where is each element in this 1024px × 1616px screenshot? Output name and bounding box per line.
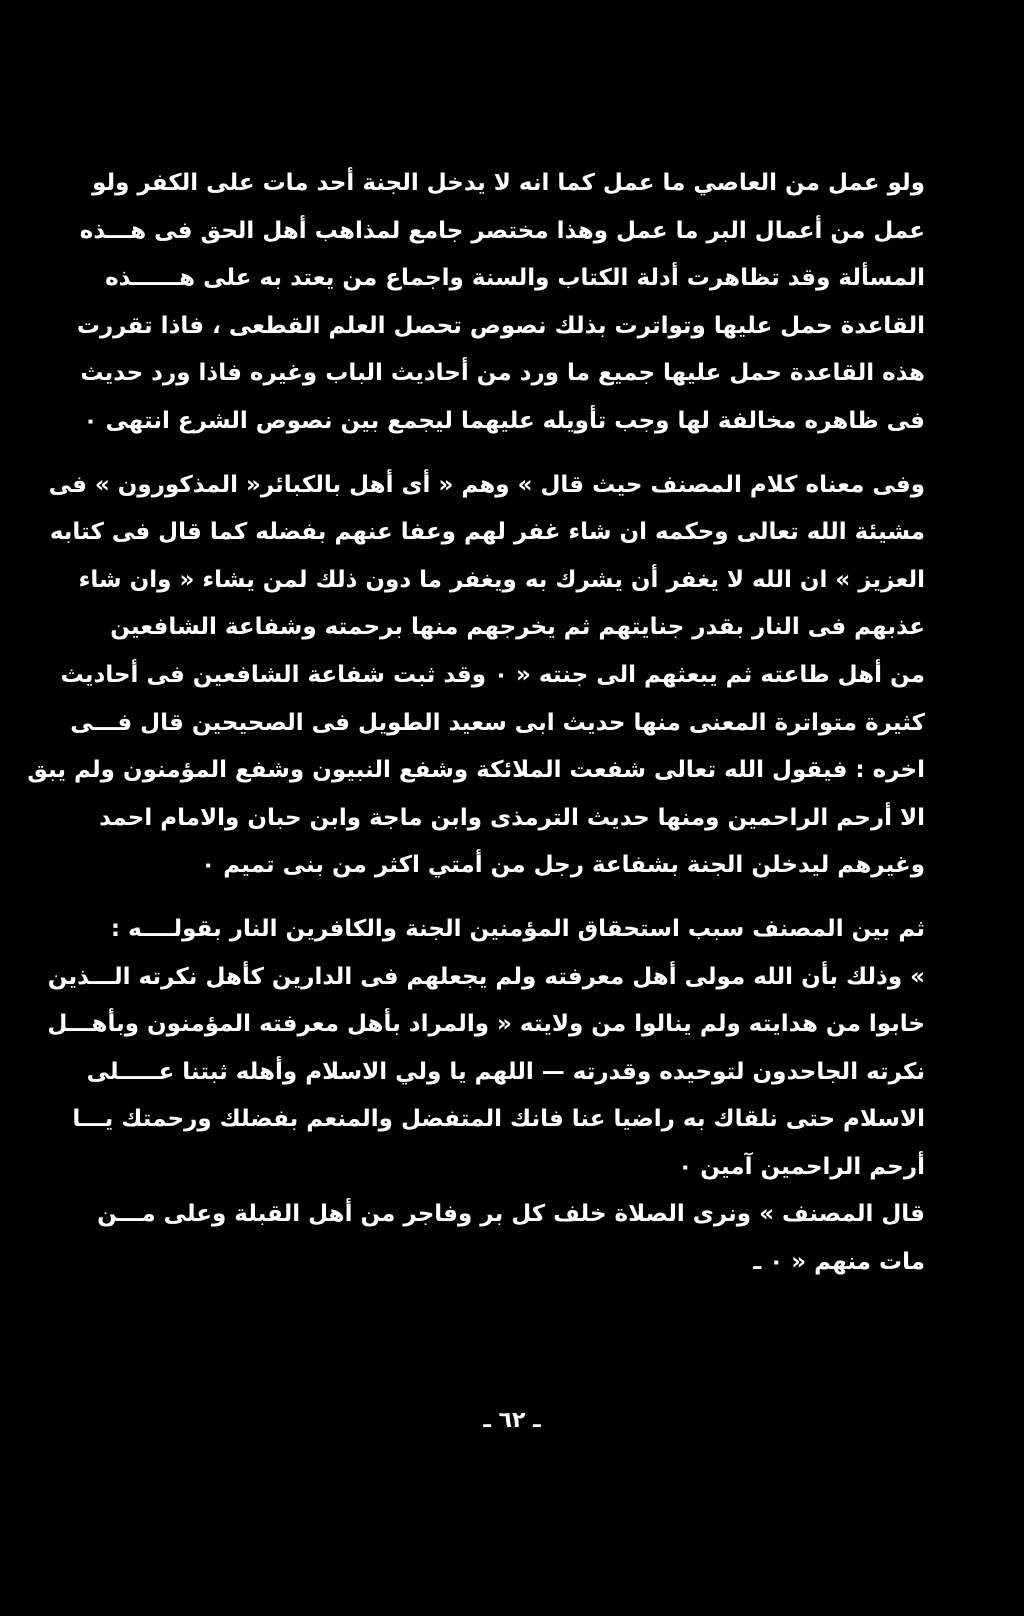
paragraph-2 xyxy=(27,462,925,890)
text-line: فى ظاهره مخالفة لها وجب تأويله عليهما ليجمع بين نصوص الشرع انتهى ٠ xyxy=(83,407,925,434)
text-line: العزيز » ان الله لا يغفر أن يشرك به ويغفر ما دون ذلك لمن يشاء « وان شاء xyxy=(78,566,925,593)
page-number: ـ ٦٢ ـ xyxy=(483,1408,541,1433)
text-line: ولو عمل من العاصي ما عمل كما انه لا يدخل الجنة أحد مات على الكفر ولو xyxy=(92,170,925,196)
text-line: نكرته الجاحدون لتوحيده وقدرته — اللهم يا ولي الاسلام وأهله ثبتنا عـــــلى xyxy=(86,1058,925,1085)
text-line: عذبهم فى النار بقدر جنايتهم ثم يخرجهم منها برحمته وشفاعة الشافعين xyxy=(110,614,925,641)
text-line: خابوا من هدايته ولم ينالوا من ولايته « والمراد بأهل معرفته المؤمنون وبأهـــل xyxy=(47,1011,925,1038)
text-line: الا أرحم الراحمين ومنها حديث الترمذى وابن ماجة وابن حبان والامام احمد xyxy=(99,804,925,831)
text-line: » وذلك بأن الله مولى أهل معرفته ولم يجعلهم فى الدارين كأهل نكرته الـــذين xyxy=(47,963,925,990)
text-line: من أهل طاعته ثم يبعثهم الى جنته « ٠ وقد ثبت شفاعة الشافعين فى أحاديث xyxy=(60,661,925,688)
paragraph-3 xyxy=(47,906,925,1287)
text-line: كثيرة متواترة المعنى منها حديث ابى سعيد الطويل فى الصحيحين قال فـــى xyxy=(70,709,925,736)
paragraph-1 xyxy=(76,160,925,446)
text-line: اخره : فيقول الله تعالى شفعت الملائكة وشفع النبيون وشفع المؤمنون ولم يبق xyxy=(27,757,925,784)
text-line: مات منهم « ٠ ـ xyxy=(753,1249,925,1276)
text-line: قال المصنف » ونرى الصلاة خلف كل بر وفاجر من أهل القبلة وعلى مـــن xyxy=(97,1201,925,1228)
text-line: أرحم الراحمين آمين ٠ xyxy=(678,1153,925,1180)
text-line: المسألة وقد تظاهرت أدلة الكتاب والسنة واجماع من يعتد به على هــــــذه xyxy=(105,265,925,292)
text-line: وفى معناه كلام المصنف حيث قال » وهم « أى أهل بالكبائر« المذكورون » فى xyxy=(48,471,925,498)
text-line: الاسلام حتى نلقاك به راضيا عنا فانك المتفضل والمنعم بفضلك ورحمتك يـــا xyxy=(72,1106,925,1133)
text-line: القاعدة حمل عليها وتواترت بذلك نصوص تحصل العلم القطعى ، فاذا تقررت xyxy=(76,312,925,339)
text-line: عمل من أعمال البر ما عمل وهذا مختصر جامع لمذاهب أهل الحق فى هـــذه xyxy=(79,217,925,244)
body-text xyxy=(27,160,925,1287)
text-line: وغيرهم ليدخلن الجنة بشفاعة رجل من أمتي اكثر من بنى تميم ٠ xyxy=(201,852,925,879)
text-line: مشيئة الله تعالى وحكمه ان شاء غفر لهم وعفا عنهم بفضله كما قال فى كتابه xyxy=(49,519,925,546)
text-line: ثم بين المصنف سبب استحقاق المؤمنين الجنة والكافرين النار بقولــــه : xyxy=(110,915,925,942)
text-line: هذه القاعدة حمل عليها جميع ما ورد من أحاديث الباب وغيره فاذا ورد حديث xyxy=(80,360,925,387)
